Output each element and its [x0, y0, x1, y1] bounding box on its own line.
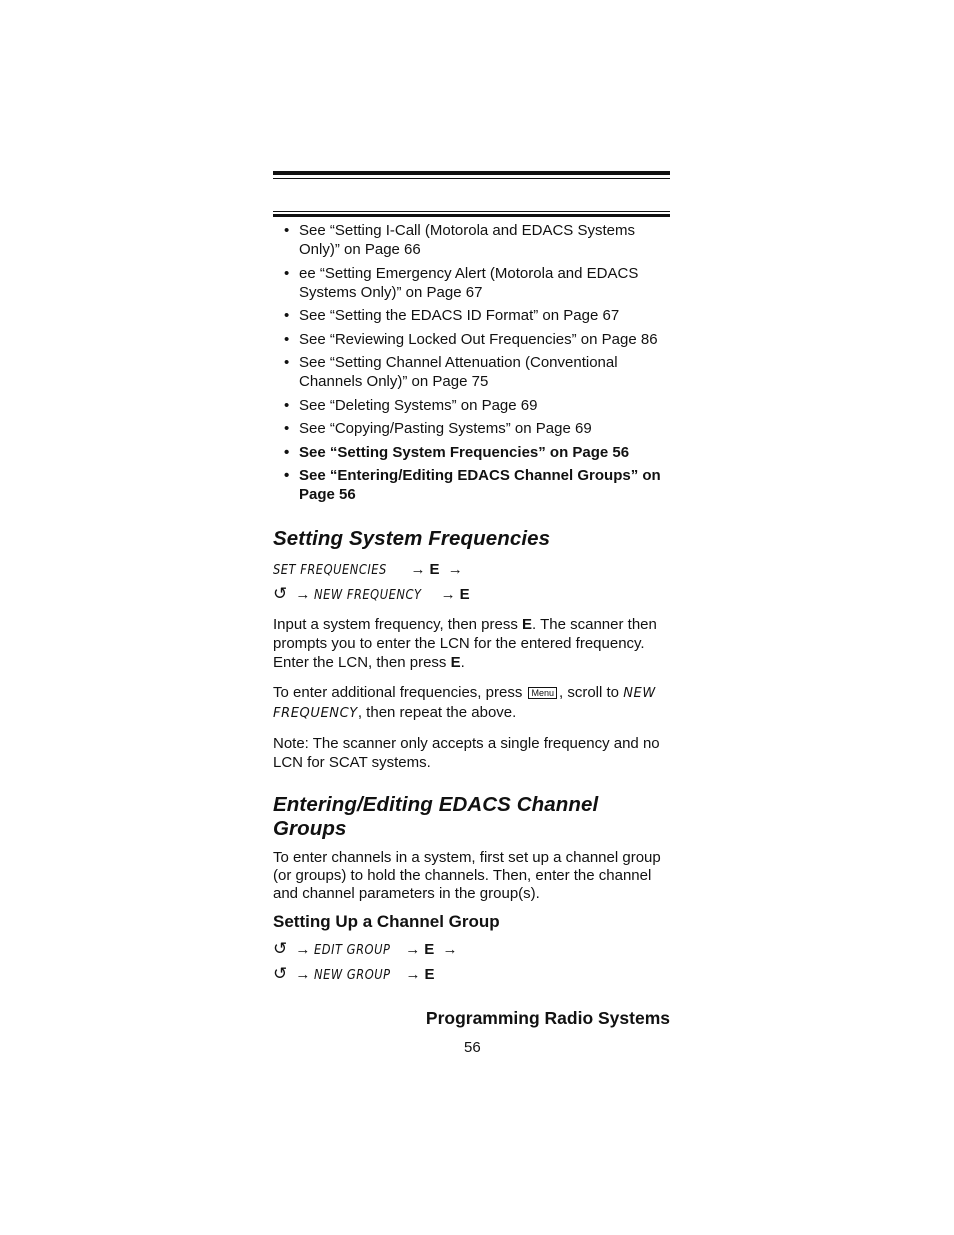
list-item: • See “Reviewing Locked Out Frequencies” on Page 86 [284, 330, 658, 348]
header-rule-thick [273, 214, 670, 217]
list-item: • See “Setting the EDACS ID Format” on Page 67 [284, 307, 620, 324]
paragraph-input-frequency: Input a system frequency, then press E. The scanner then prompts you to enter the LCN for the entered frequency. Enter the LCN, then press E. [273, 616, 657, 671]
arrow-icon: → [295, 941, 311, 958]
arrow-icon: → [447, 561, 463, 578]
key-sequence-set-frequencies [273, 558, 673, 582]
subheading-channel-group: Setting Up a Channel Group [273, 912, 500, 931]
scroll-icon: ↺ [273, 584, 288, 603]
lcd-text: NEW GROUP [314, 968, 392, 983]
e-key: E [459, 586, 470, 603]
key-sequence-new-frequency [273, 582, 673, 607]
header-rule-thin [273, 211, 670, 212]
top-rule-thin [273, 178, 670, 179]
lcd-text: SET FREQUENCIES [273, 563, 387, 578]
e-key: E [424, 941, 435, 958]
section-heading-set-frequencies: Setting System Frequencies [273, 527, 551, 550]
key-sequence-edit-group [273, 937, 673, 962]
see-also-list [273, 221, 673, 504]
list-item: • See “Setting System Frequencies” on Page 56 [284, 443, 630, 461]
list-item: • See “Deleting Systems” on Page 69 [284, 396, 538, 414]
list-item: • See “Setting I-Call (Motorola and EDACS Systems Only)” on Page 66 [284, 222, 635, 258]
arrow-icon: → [410, 561, 426, 578]
lcd-text: NEW FREQUENCY [314, 588, 422, 603]
page-content [273, 218, 673, 987]
lcd-text: EDIT GROUP [314, 943, 391, 958]
scroll-icon: ↺ [273, 939, 288, 958]
list-item: • See “Copying/Pasting Systems” on Page 69 [284, 420, 592, 437]
list-item: • See “Setting Channel Attenuation (Conventional Channels Only)” on Page 75 [284, 354, 618, 390]
section-heading-edacs-groups: Entering/Editing EDACS Channel Groups [273, 793, 599, 840]
scroll-icon: ↺ [273, 964, 288, 983]
e-key: E [424, 966, 435, 983]
paragraph-enter-channels: To enter channels in a system, first set up a channel group (or groups) to hold the channels. Then, enter the channel and channel parameters in the group(s). [273, 849, 661, 902]
menu-key-icon: Menu [528, 687, 557, 699]
arrow-icon: → [442, 941, 458, 958]
e-key: E [429, 561, 440, 578]
arrow-icon: → [295, 586, 311, 603]
arrow-icon: → [440, 586, 456, 603]
paragraph-additional-frequencies: To enter additional frequencies, press Menu , scroll to NEW FREQUENCY, then repeat the above. [273, 684, 656, 721]
top-rule-thick [273, 171, 670, 175]
list-item: • ee “Setting Emergency Alert (Motorola and EDACS Systems Only)” on Page 67 [284, 264, 639, 301]
page-number: 56 [464, 1039, 481, 1056]
arrow-icon: → [405, 941, 421, 958]
paragraph-note: Note: The scanner only accepts a single frequency and no LCN for SCAT systems. [273, 735, 660, 771]
lcd-text: NEW FREQUENCY [273, 686, 656, 721]
arrow-icon: → [405, 966, 421, 983]
footer-section-title: Programming Radio Systems [425, 1008, 670, 1028]
list-item: • See “Entering/Editing EDACS Channel Groups” on Page 56 [284, 467, 661, 503]
arrow-icon: → [295, 966, 311, 983]
key-sequence-new-group [273, 962, 673, 987]
